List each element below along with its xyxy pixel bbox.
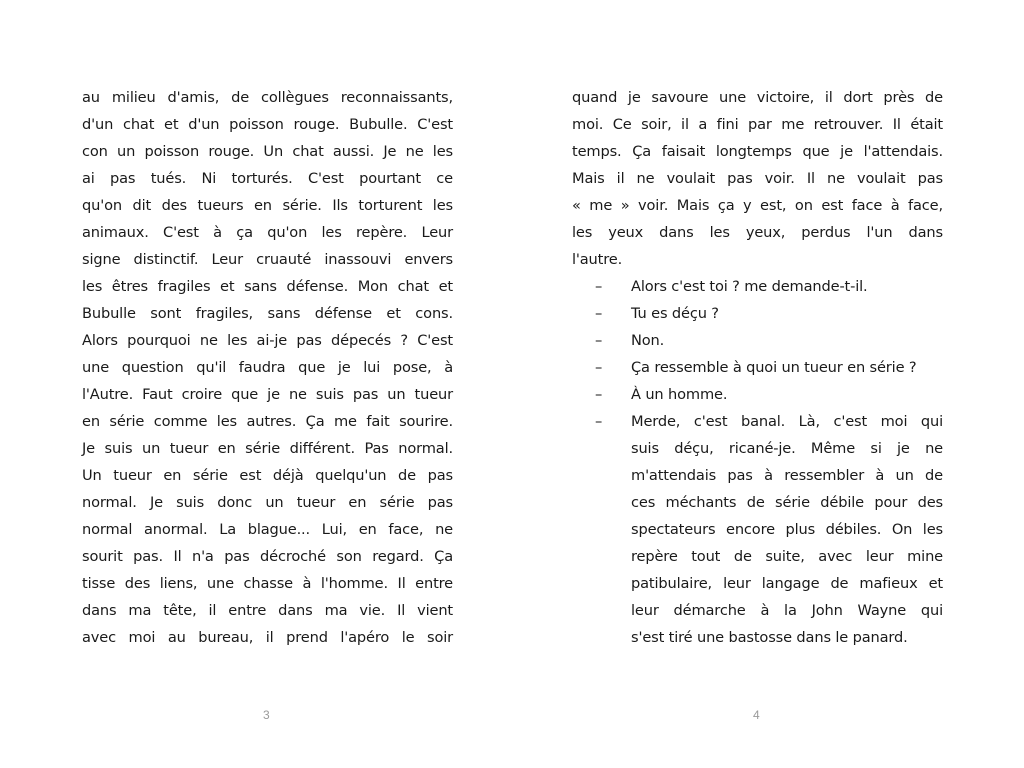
- dialogue-line: [572, 300, 943, 327]
- dialogue-text: patibulaire, leur langage de mafieux et: [631, 575, 943, 592]
- text-line: tisse des liens, une chasse à l'homme. Il entre: [82, 575, 453, 592]
- dialogue-dash: –: [595, 359, 603, 376]
- dialogue-dash: –: [595, 278, 603, 295]
- text-line: l'autre.: [572, 251, 623, 268]
- dialogue-line: [572, 354, 943, 381]
- text-line: Un tueur en série est déjà quelqu'un de pas: [82, 467, 453, 484]
- page-number-right: 4: [753, 708, 760, 722]
- left-page: [82, 84, 453, 651]
- dialogue-line: [572, 327, 943, 354]
- text-line: Bubulle sont fragiles, sans défense et cons.: [82, 305, 453, 322]
- text-line: Mais il ne voulait pas voir. Il ne voulait pas: [572, 170, 943, 187]
- text-line: d'un chat et d'un poisson rouge. Bubulle. C'est: [82, 116, 453, 133]
- text-line: avec moi au bureau, il prend l'apéro le soir: [82, 629, 453, 646]
- text-line: l'Autre. Faut croire que je ne suis pas un tueur: [82, 386, 453, 403]
- dialogue-dash: –: [595, 413, 603, 430]
- dialogue-line: [572, 273, 943, 300]
- page-number-left: 3: [263, 708, 270, 722]
- dialogue-text: leur démarche à la John Wayne qui: [631, 602, 943, 619]
- text-line: au milieu d'amis, de collègues reconnaissants,: [82, 89, 453, 106]
- dialogue-text: Merde, c'est banal. Là, c'est moi qui: [631, 413, 943, 430]
- dialogue-text: Non.: [631, 332, 665, 349]
- text-line: animaux. C'est à ça qu'on les repère. Leur: [82, 224, 453, 241]
- text-line: en série comme les autres. Ça me fait sourire.: [82, 413, 453, 430]
- text-line: sourit pas. Il n'a pas décroché son regard. Ça: [82, 548, 453, 565]
- text-line: les êtres fragiles et sans défense. Mon chat et: [82, 278, 453, 295]
- text-line: une question qu'il faudra que je lui pose, à: [82, 359, 453, 376]
- dialogue-text: spectateurs encore plus débiles. On les: [631, 521, 943, 538]
- dialogue-text: Alors c'est toi ? me demande-t-il.: [631, 278, 868, 295]
- text-line: normal anormal. La blague... Lui, en face, ne: [82, 521, 453, 538]
- text-line: con un poisson rouge. Un chat aussi. Je ne les: [82, 143, 453, 160]
- dialogue-text: Tu es déçu ?: [631, 305, 719, 322]
- dialogue-text: Ça ressemble à quoi un tueur en série ?: [631, 359, 917, 376]
- dialogue-text: suis déçu, ricané-je. Même si je ne: [631, 440, 943, 457]
- dialogue-line: [572, 408, 943, 651]
- text-line: qu'on dit des tueurs en série. Ils torturent les: [82, 197, 453, 214]
- text-line: « me » voir. Mais ça y est, on est face à face,: [572, 197, 943, 214]
- text-line: Alors pourquoi ne les ai-je pas dépecés ? C'est: [82, 332, 453, 349]
- dialogue-dash: –: [595, 305, 603, 322]
- text-line: temps. Ça faisait longtemps que je l'attendais.: [572, 143, 943, 160]
- text-line: Je suis un tueur en série différent. Pas normal.: [82, 440, 453, 457]
- dialogue-dash: –: [595, 332, 603, 349]
- dialogue-text: repère tout de suite, avec leur mine: [631, 548, 943, 565]
- dialogue-text: m'attendais pas à ressembler à un de: [631, 467, 943, 484]
- text-line: normal. Je suis donc un tueur en série pas: [82, 494, 453, 511]
- text-line: ai pas tués. Ni torturés. C'est pourtant ce: [82, 170, 453, 187]
- dialogue-text: ces méchants de série débile pour des: [631, 494, 943, 511]
- text-line: dans ma tête, il entre dans ma vie. Il vient: [82, 602, 453, 619]
- right-page: [572, 84, 943, 651]
- dialogue-line: [572, 381, 943, 408]
- text-line: moi. Ce soir, il a fini par me retrouver. Il était: [572, 116, 943, 133]
- text-line: signe distinctif. Leur cruauté inassouvi envers: [82, 251, 453, 268]
- dialogue-text: À un homme.: [631, 386, 728, 403]
- text-line: quand je savoure une victoire, il dort près de: [572, 89, 943, 106]
- text-line: les yeux dans les yeux, perdus l'un dans: [572, 224, 943, 241]
- dialogue-text: s'est tiré une bastosse dans le panard.: [631, 629, 908, 646]
- dialogue-dash: –: [595, 386, 603, 403]
